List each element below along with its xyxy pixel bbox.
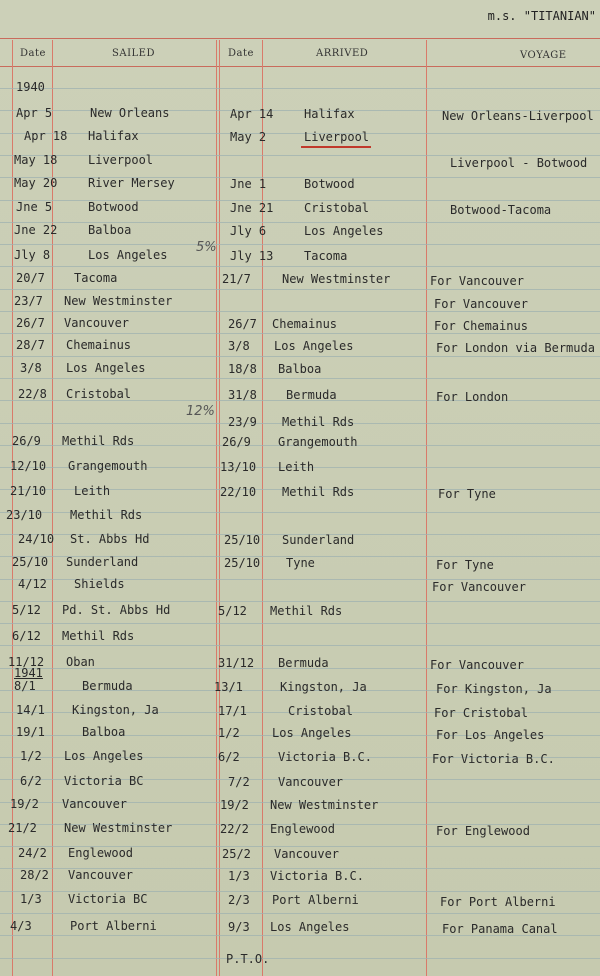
arrived-date: 13/10 xyxy=(220,460,257,474)
arrived-port: Vancouver xyxy=(274,847,340,861)
arrived-port: Methil Rds xyxy=(282,485,355,499)
arrived-port: Sunderland xyxy=(282,533,355,547)
ruled-line xyxy=(0,623,600,624)
sailed-port: New Westminster xyxy=(64,821,173,835)
sailed-date: 3/8 xyxy=(20,361,42,375)
year-label: 1940 xyxy=(16,80,45,94)
arrived-port: Los Angeles xyxy=(274,339,354,353)
sailed-date: 12/10 xyxy=(10,459,47,473)
voyage-note: For Englewood xyxy=(436,824,530,838)
voyage-note: For London xyxy=(436,390,509,404)
arrived-date: 31/12 xyxy=(218,656,255,670)
header-voyage: VOYAGE xyxy=(520,50,567,61)
arrived-date: 5/12 xyxy=(218,604,247,618)
voyage-note: For Panama Canal xyxy=(442,922,558,936)
margin-note: 5% xyxy=(196,240,217,255)
sailed-date: 14/1 xyxy=(16,703,45,717)
voyage-note: For Port Alberni xyxy=(440,895,556,909)
sailed-date: May 18 xyxy=(14,153,58,167)
sailed-date: 1/2 xyxy=(20,749,42,763)
sailed-date: 21/10 xyxy=(10,484,47,498)
arrived-port: New Westminster xyxy=(270,798,379,812)
header-sailed: SAILED xyxy=(112,48,155,59)
voyage-note: For London via Bermuda xyxy=(436,341,595,355)
sailed-date: 19/2 xyxy=(10,797,39,811)
arrived-port: Balboa xyxy=(278,362,322,376)
arrived-port: Grangemouth xyxy=(278,435,358,449)
arrived-port: Englewood xyxy=(270,822,336,836)
sailed-port: Vancouver xyxy=(64,316,130,330)
ruled-line xyxy=(0,378,600,379)
sailed-port: Pd. St. Abbs Hd xyxy=(62,603,171,617)
arrived-port: Port Alberni xyxy=(272,893,359,907)
sailed-port: Methil Rds xyxy=(62,434,135,448)
arrived-date: 25/2 xyxy=(222,847,251,861)
column-rule xyxy=(426,40,427,976)
voyage-note: For Victoria B.C. xyxy=(432,752,555,766)
sailed-date: 19/1 xyxy=(16,725,45,739)
sailed-port: Los Angeles xyxy=(66,361,146,375)
sailed-date: 6/2 xyxy=(20,774,42,788)
arrived-port: Cristobal xyxy=(288,704,354,718)
arrived-date: 22/2 xyxy=(220,822,249,836)
sailed-date: 4/12 xyxy=(18,577,47,591)
voyage-note: Botwood-Tacoma xyxy=(450,203,552,217)
sailed-date: 23/7 xyxy=(14,294,43,308)
arrived-date: 21/7 xyxy=(222,272,251,286)
sailed-date: 8/1 xyxy=(14,679,36,693)
ruled-line xyxy=(0,266,600,267)
sailed-date: 26/7 xyxy=(16,316,45,330)
sailed-port: Oban xyxy=(66,655,95,669)
sailed-date: 25/10 xyxy=(12,555,49,569)
voyage-note: For Chemainus xyxy=(434,319,528,333)
sailed-port: Victoria BC xyxy=(68,892,148,906)
arrived-port: Vancouver xyxy=(278,775,344,789)
sailed-date: May 20 xyxy=(14,176,58,190)
sailed-date: 1/3 xyxy=(20,892,42,906)
arrived-date: 7/2 xyxy=(228,775,250,789)
voyage-note: For Tyne xyxy=(438,487,496,501)
voyage-note: Liverpool - Botwood xyxy=(450,156,588,170)
arrived-date: May 2 xyxy=(230,130,267,144)
sailed-port: Leith xyxy=(74,484,111,498)
arrived-date: 25/10 xyxy=(224,533,261,547)
ruled-line xyxy=(0,289,600,290)
ruled-line xyxy=(0,913,600,914)
sailed-port: Chemainus xyxy=(66,338,132,352)
voyage-note: For Vancouver xyxy=(434,297,528,311)
arrived-port: Los Angeles xyxy=(270,920,350,934)
arrived-port: Bermuda xyxy=(286,388,337,402)
sailed-port: Tacoma xyxy=(74,271,118,285)
arrived-date: 2/3 xyxy=(228,893,250,907)
arrived-port: Botwood xyxy=(304,177,355,191)
sailed-port: New Orleans xyxy=(90,106,170,120)
sailed-port: Methil Rds xyxy=(70,508,143,522)
voyage-note: New Orleans-Liverpool xyxy=(442,109,594,123)
arrived-date: 6/2 xyxy=(218,750,240,764)
voyage-note: For Vancouver xyxy=(430,274,524,288)
arrived-date: 25/10 xyxy=(224,556,261,570)
sailed-date: Jne 5 xyxy=(16,200,53,214)
sailed-date: 6/12 xyxy=(12,629,41,643)
sailed-date: 22/8 xyxy=(18,387,47,401)
sailed-port: Cristobal xyxy=(66,387,132,401)
sailed-date: Jne 22 xyxy=(14,223,58,237)
sailed-port: Methil Rds xyxy=(62,629,135,643)
arrived-port: Bermuda xyxy=(278,656,329,670)
arrived-date: Jly 6 xyxy=(230,224,267,238)
sailed-port: Grangemouth xyxy=(68,459,148,473)
sailed-port: New Westminster xyxy=(64,294,173,308)
ruled-line xyxy=(0,88,600,89)
voyage-note: For Los Angeles xyxy=(436,728,545,742)
sailed-date: 24/10 xyxy=(18,532,55,546)
sailed-date: 24/2 xyxy=(18,846,47,860)
arrived-date: Apr 14 xyxy=(230,107,274,121)
sailed-port: Kingston, Ja xyxy=(72,703,159,717)
sailed-date: 5/12 xyxy=(12,603,41,617)
arrived-date: 1/3 xyxy=(228,869,250,883)
arrived-date: 31/8 xyxy=(228,388,257,402)
voyage-note: For Vancouver xyxy=(430,658,524,672)
arrived-port: Tyne xyxy=(286,556,315,570)
arrived-port: Halifax xyxy=(304,107,355,121)
sailed-port: Botwood xyxy=(88,200,139,214)
ruled-line xyxy=(0,244,600,245)
arrived-date: 1/2 xyxy=(218,726,240,740)
voyage-note: For Vancouver xyxy=(432,580,526,594)
sailed-port: Vancouver xyxy=(68,868,134,882)
arrived-date: 26/9 xyxy=(222,435,251,449)
sailed-port: Englewood xyxy=(68,846,134,860)
sailed-date: Apr 5 xyxy=(16,106,53,120)
voyage-note: For Tyne xyxy=(436,558,494,572)
arrived-date: Jly 13 xyxy=(230,249,274,263)
arrived-date: 22/10 xyxy=(220,485,257,499)
sailed-port: St. Abbs Hd xyxy=(70,532,150,546)
arrived-date: 9/3 xyxy=(228,920,250,934)
arrived-date: Jne 1 xyxy=(230,177,267,191)
sailed-date: 20/7 xyxy=(16,271,45,285)
sailed-port: Los Angeles xyxy=(88,248,168,262)
red-underline xyxy=(301,146,371,148)
arrived-port: Victoria B.C. xyxy=(278,750,372,764)
sailed-port: Los Angeles xyxy=(64,749,144,763)
header-arrived: ARRIVED xyxy=(316,48,369,59)
ruled-line xyxy=(0,601,600,602)
ruled-line xyxy=(0,333,600,334)
sailed-date: Apr 18 xyxy=(24,129,68,143)
arrived-port: Los Angeles xyxy=(304,224,384,238)
header-rule xyxy=(0,66,600,67)
sailed-date: 23/10 xyxy=(6,508,43,522)
margin-note: 12% xyxy=(186,404,215,419)
ship-name: m.s. "TITANIAN" xyxy=(487,9,596,23)
sailed-date: 28/2 xyxy=(20,868,49,882)
sailed-port: Balboa xyxy=(88,223,132,237)
sailed-port: Balboa xyxy=(82,725,126,739)
arrived-port: Chemainus xyxy=(272,317,338,331)
header-date-sailed: Date xyxy=(20,48,46,59)
arrived-port: Cristobal xyxy=(304,201,370,215)
sailed-port: Halifax xyxy=(88,129,139,143)
arrived-port: Kingston, Ja xyxy=(280,680,367,694)
sailed-port: Victoria BC xyxy=(64,774,144,788)
arrived-port: Leith xyxy=(278,460,315,474)
header-date-arrived: Date xyxy=(228,48,254,59)
arrived-date: 23/9 xyxy=(228,415,257,429)
voyage-note: For Kingston, Ja xyxy=(436,682,552,696)
sailed-date: 21/2 xyxy=(8,821,37,835)
arrived-port: Tacoma xyxy=(304,249,348,263)
ruled-line xyxy=(0,958,600,959)
arrived-port: Los Angeles xyxy=(272,726,352,740)
arrived-date: 13/1 xyxy=(214,680,243,694)
sailed-port: Port Alberni xyxy=(70,919,157,933)
arrived-port: Victoria B.C. xyxy=(270,869,364,883)
year-label: 1941 xyxy=(14,666,43,680)
sailed-port: Shields xyxy=(74,577,125,591)
arrived-port: Methil Rds xyxy=(282,415,355,429)
sailed-date: 28/7 xyxy=(16,338,45,352)
arrived-date: 26/7 xyxy=(228,317,257,331)
arrived-port: Liverpool xyxy=(304,130,370,144)
sailed-date: 26/9 xyxy=(12,434,41,448)
sailed-port: Vancouver xyxy=(62,797,128,811)
sailed-date: 11/12 xyxy=(8,655,45,669)
ruled-line xyxy=(0,356,600,357)
column-rule xyxy=(216,40,217,976)
sailed-port: Bermuda xyxy=(82,679,133,693)
top-rule xyxy=(0,38,600,39)
arrived-date: 3/8 xyxy=(228,339,250,353)
ruled-line xyxy=(0,645,600,646)
sailed-port: Sunderland xyxy=(66,555,139,569)
sailed-port: River Mersey xyxy=(88,176,175,190)
sailed-date: 4/3 xyxy=(10,919,32,933)
voyage-note: For Cristobal xyxy=(434,706,528,720)
arrived-date: Jne 21 xyxy=(230,201,274,215)
arrived-date: 18/8 xyxy=(228,362,257,376)
sailed-port: Liverpool xyxy=(88,153,154,167)
arrived-port: Methil Rds xyxy=(270,604,343,618)
sailed-date: Jly 8 xyxy=(14,248,51,262)
arrived-date: 19/2 xyxy=(220,798,249,812)
arrived-date: 17/1 xyxy=(218,704,247,718)
arrived-port: New Westminster xyxy=(282,272,391,286)
page-turn-note: P.T.O. xyxy=(226,952,270,966)
ruled-line xyxy=(0,311,600,312)
